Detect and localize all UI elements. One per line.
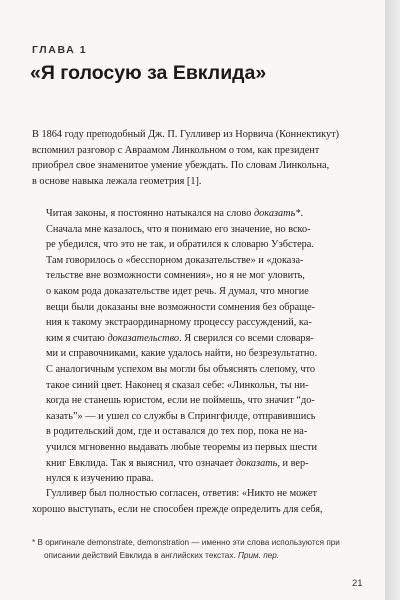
footnote-line: описании действий Евклида в английских текстах. Прим. пер. <box>44 550 280 560</box>
chapter-label: ГЛАВА 1 <box>32 44 88 56</box>
text-line: вспомнил разговор с Авраамом Линкольном о том, как президент <box>32 144 320 156</box>
text-line: приобрел свое знаменитое умение убеждать. По словам Линкольна, <box>32 160 330 172</box>
text-line: Гулливер был полностью согласен, ответив: «Никто не может <box>46 488 318 499</box>
quote-line: С аналогичным успехом вы могли бы объяснять слепому, что <box>46 363 316 375</box>
quote-line: в родительский дом, где и оставался до тех пор, пока не на- <box>46 426 308 438</box>
text-line: в основе навыка лежала геометрия [1]. <box>32 175 202 187</box>
quote-line: когда не станешь юристом, если не поймешь, что значит “до- <box>46 395 315 407</box>
quote-line: нулся к изучению права. <box>46 473 154 485</box>
quote-line: Там говорилось о «бесспорном доказательстве» и «доказа- <box>46 254 304 266</box>
quote-line: казать”» — и ушел со службы в Спрингфилде, отправившись <box>46 410 316 422</box>
quote-line: ния к такому экстраординарному процессу рассуждений, ка- <box>46 317 312 329</box>
block-quote <box>46 206 364 487</box>
quote-line: вещи были доказаны вне возможности сомнения без обраще- <box>46 301 316 313</box>
quote-line: ким я считаю доказательство. Я сверился со всеми словаря- <box>46 332 314 344</box>
paragraph-gulliver <box>46 486 364 502</box>
quote-line: тельстве вне возможности сомнения», но я не мог уловить, <box>46 270 305 282</box>
quote-line: ми и справочниками, какие удалось найти, но безрезультатно. <box>46 348 318 360</box>
footnote-line: * В оригинале demonstrate, demonstration — именно эти слова используются при <box>32 538 340 547</box>
page-edge <box>385 0 400 600</box>
footnote <box>32 537 364 562</box>
quote-line: Сначала мне казалось, что я понимаю его значение, но вско- <box>46 223 311 235</box>
page-number: 21 <box>352 578 363 589</box>
text-line: хорошо выступать, если не способен прежде определить для себя, <box>32 503 323 515</box>
quote-line: книг Евклида. Так я выяснил, что означает доказать, и вер- <box>46 457 309 469</box>
quote-line: учился мгновенно выдавать любые теоремы из первых шести <box>46 441 318 453</box>
quote-line: ре убедился, что это не так, и обратился к словарю Уэбстера. <box>46 239 314 251</box>
quote-line: о каком рода доказательстве идет речь. Я думал, что многие <box>46 285 309 297</box>
paragraph-gulliver-cont <box>32 502 364 518</box>
quote-line: Читая законы, я постоянно натыкался на слово доказать*. <box>46 208 304 219</box>
paragraph-intro <box>32 127 364 189</box>
quote-line: такое синий цвет. Наконец я сказал себе: «Линкольн, ты ни- <box>46 379 309 391</box>
chapter-title: «Я голосую за Евклида» <box>30 62 267 84</box>
text-line: В 1864 году преподобный Дж. П. Гулливер из Норвича (Коннектикут) <box>32 129 340 140</box>
